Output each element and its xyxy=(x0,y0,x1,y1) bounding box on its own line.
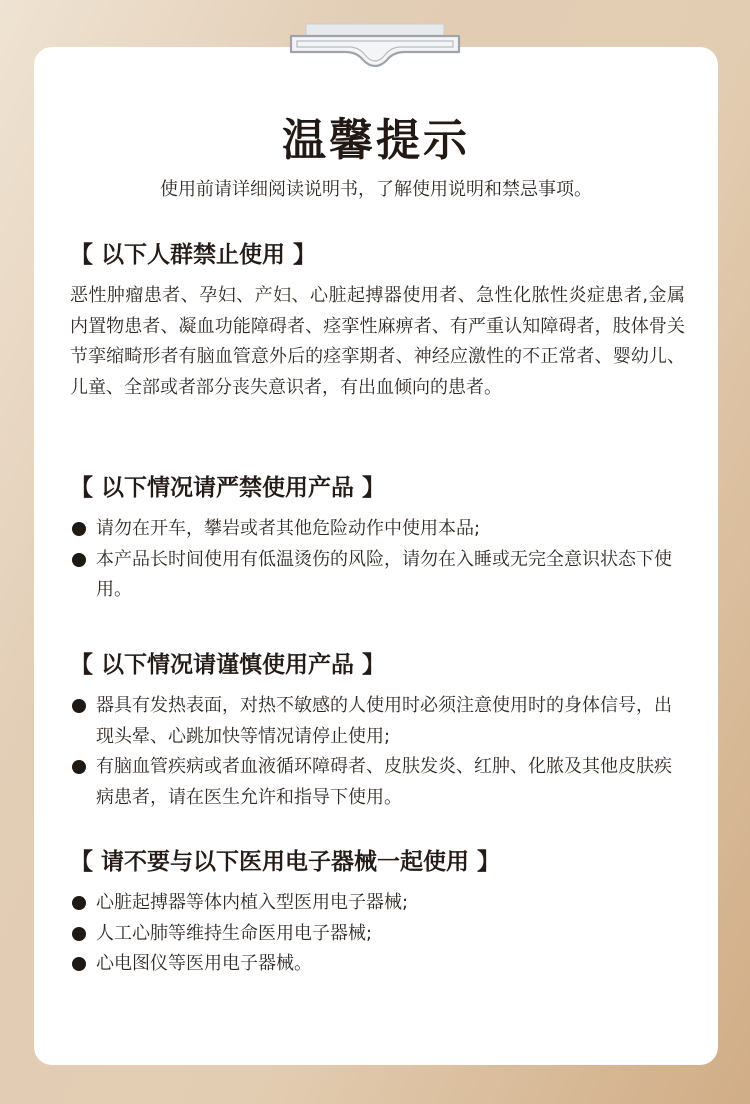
bullet-list xyxy=(70,514,685,606)
section-paragraph: 恶性肿瘤患者、孕妇、产妇、心脏起搏器使用者、急性化脓性炎症患者,金属内置物患者、凝血功能障碍者、痉挛性麻痹者、有严重认知障碍者，肢体骨关节挛缩畸形者有脑血管意外后的痉挛期者、神经应激性的不正常者、婴幼儿、儿童、全部或者部分丧失意识者，有出血倾向的患者。 xyxy=(70,285,685,398)
list-item-text: 心电图仪等医用电子器械。 xyxy=(96,953,312,974)
notice-card xyxy=(34,47,718,1065)
list-item-text: 有脑血管疾病或者血液循环障碍者、皮肤发炎、红肿、化脓及其他皮肤疾病患者，请在医生允许和指导下使用。 xyxy=(96,756,672,808)
bullet-list xyxy=(70,691,685,813)
list-item xyxy=(70,888,685,919)
list-item xyxy=(70,949,685,980)
list-item xyxy=(70,545,685,606)
bullet-dot-icon xyxy=(72,927,86,941)
bullet-dot-icon xyxy=(72,522,86,536)
bullet-dot-icon xyxy=(72,760,86,774)
list-item-text: 人工心肺等维持生命医用电子器械; xyxy=(96,922,373,944)
list-item xyxy=(70,691,685,752)
list-item xyxy=(70,514,685,545)
bullet-dot-icon xyxy=(72,957,86,971)
binder-clip-icon xyxy=(287,22,463,70)
bullet-dot-icon xyxy=(72,699,86,713)
list-item-text: 请勿在开车，攀岩或者其他危险动作中使用本品; xyxy=(96,518,481,539)
list-item-text: 心脏起搏器等体内植入型医用电子器械; xyxy=(96,892,409,913)
bullet-dot-icon xyxy=(72,896,86,910)
bullet-dot-icon xyxy=(72,553,86,567)
list-item xyxy=(70,752,685,813)
section-prohibited-groups xyxy=(70,239,685,403)
list-item-text: 本产品长时间使用有低温烫伤的风险，请勿在入睡或无完全意识状态下使用。 xyxy=(96,548,672,600)
section-heading: 【 以下情况请严禁使用产品 】 xyxy=(70,475,386,501)
section-strictly-prohibited xyxy=(70,472,685,606)
section-use-with-caution xyxy=(70,649,685,813)
page-title: 温馨提示 xyxy=(282,115,470,166)
section-heading: 【 请不要与以下医用电子器械一起使用 】 xyxy=(70,849,501,875)
section-heading: 【 以下人群禁止使用 】 xyxy=(70,242,317,268)
list-item-text: 器具有发热表面，对热不敏感的人使用时必须注意使用时的身体信号，出现头晕、心跳加快等情况请停止使用; xyxy=(96,695,672,747)
section-heading: 【 以下情况请谨慎使用产品 】 xyxy=(70,652,386,678)
bullet-list xyxy=(70,888,685,980)
section-device-incompatibility xyxy=(70,846,685,980)
list-item xyxy=(70,919,685,950)
page-subtitle: 使用前请详细阅读说明书，了解使用说明和禁忌事项。 xyxy=(160,179,592,200)
